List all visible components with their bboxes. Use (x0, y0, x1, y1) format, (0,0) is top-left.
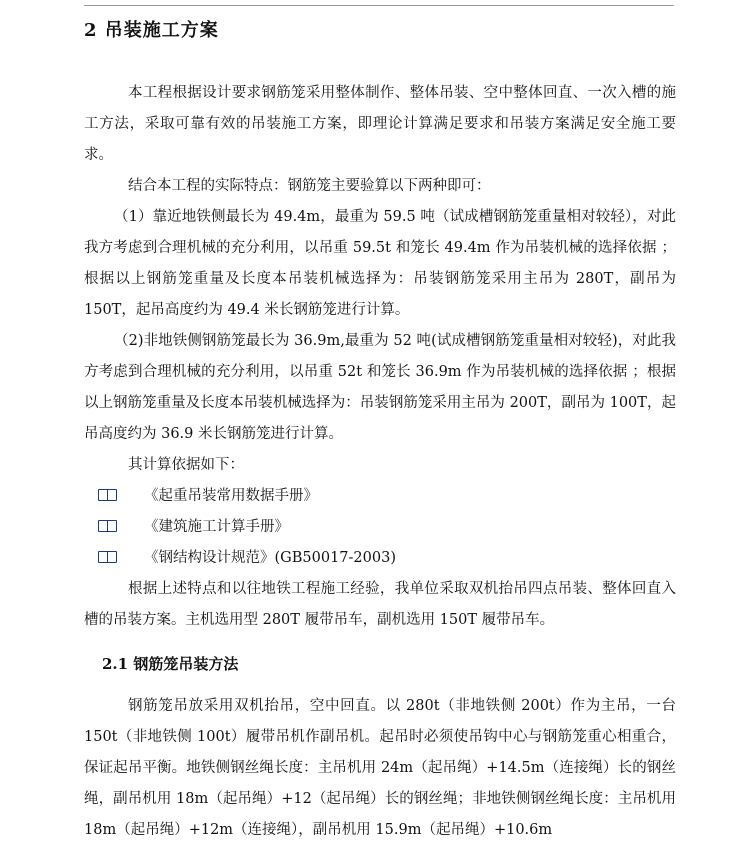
reference-item (98, 512, 289, 543)
section-heading: 2 吊装施工方案 (84, 20, 219, 41)
paragraph-scheme: 根据上述特点和以往地铁工程施工经验，我单位采取双机抬吊四点吊装、整体回直入槽的吊装方案。主机选用型 280T 履带吊车，副机选用 150T 履带吊车。 (84, 581, 676, 628)
paragraph-case-2: （2)非地铁侧钢筋笼最长为 36.9m,最重为 52 吨(试成槽钢筋笼重量相对较轻)，对此我方考虑到合理机械的充分利用，以吊重 52t 和笼长 36.9m 作为吊装机械的选择依据 ；根据以上钢筋笼重量及长度本吊装机械选择为：吊装钢筋笼采用主吊为 200T，副吊为 100T，起吊高度约为 36.9 米长钢筋笼进行计算。 (84, 333, 676, 442)
book-icon (98, 520, 118, 532)
paragraph-intro: 本工程根据设计要求钢筋笼采用整体制作、整体吊装、空中整体回直、一次入槽的施工方法，采取可靠有效的吊装施工方案，即理论计算满足要求和吊装方案满足安全施工要求。 (84, 85, 676, 163)
paragraph-case-1: （1）靠近地铁侧最长为 49.4m，最重为 59.5 吨（试成槽钢筋笼重量相对较轻），对此我方考虑到合理机械的充分利用，以吊重 59.5t 和笼长 49.4m 作为吊装机械的选择依据 ；根据以上钢筋笼重量及长度本吊装机械选择为：吊装钢筋笼采用主吊为 280T，副吊为 150T，起吊高度约为 49.4 米长钢筋笼进行计算。 (84, 209, 676, 318)
paragraph-method: 钢筋笼吊放采用双机抬吊，空中回直。以 280t（非地铁侧 200t）作为主吊，一台 150t（非地铁侧 100t）履带吊机作副吊机。起吊时必须使吊钩中心与钢筋笼重心相重合，保证起吊平衡。地铁侧钢丝绳长度：主吊机用 24m（起吊绳）+14.5m（连接绳）长的钢丝绳，副吊机用 18m（起吊绳）+12（起吊绳）长的钢丝绳；非地铁侧钢丝绳长度：主吊机用 18m（起吊绳）+12m（连接绳），副吊机用 15.9m（起吊绳）+10.6m (84, 698, 676, 838)
reference-text: 《钢结构设计规范》(GB50017-2003) (144, 550, 396, 566)
header-rule (84, 5, 674, 6)
paragraph-basis: 其计算依据如下： (128, 457, 244, 473)
reference-item (98, 543, 396, 574)
reference-item (98, 481, 318, 512)
reference-text: 《起重吊装常用数据手册》 (144, 488, 318, 504)
book-icon (98, 551, 118, 563)
book-icon (98, 489, 118, 501)
paragraph-features: 结合本工程的实际特点：钢筋笼主要验算以下两种即可： (128, 178, 491, 194)
subsection-heading: 2.1 钢筋笼吊装方法 (102, 655, 239, 673)
reference-text: 《建筑施工计算手册》 (144, 519, 289, 535)
